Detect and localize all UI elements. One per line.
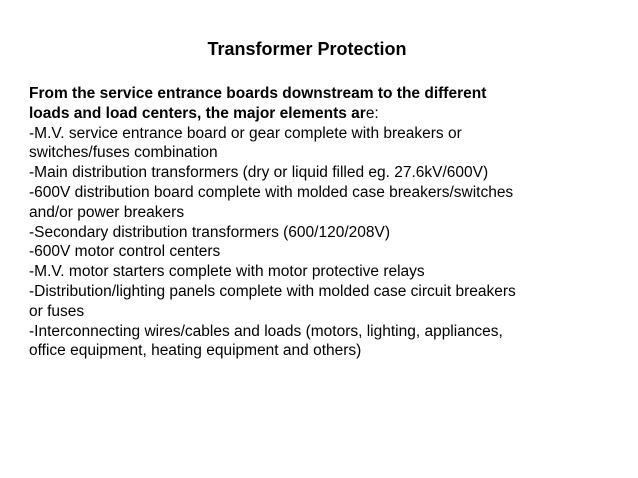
intro-line-2 (29, 104, 614, 124)
bullet-line: -M.V. motor starters complete with motor protective relays (29, 263, 425, 281)
bullet-line: -M.V. service entrance board or gear complete with breakers or (29, 124, 462, 142)
bullet-item-lighting-panels (29, 282, 614, 322)
bullet-item-main-transformers (29, 163, 614, 183)
bullet-line: and/or power breakers (29, 203, 185, 221)
bullet-line: -600V distribution board complete with molded case breakers/switches (29, 183, 514, 201)
slide-title: Transformer Protection (207, 39, 407, 59)
bullet-line: -Interconnecting wires/cables and loads (motors, lighting, appliances, (29, 322, 503, 340)
bullet-item-motor-starters (29, 262, 614, 282)
bullet-item-secondary-transformers (29, 223, 614, 243)
bullet-item-600v-board (29, 183, 614, 223)
intro-line-2-rest: e: (365, 104, 379, 122)
bullet-line: or fuses (29, 302, 85, 320)
intro-line-1: From the service entrance boards downstream to the different (29, 85, 487, 102)
slide-body (29, 84, 614, 361)
intro-line-2-bold: loads and load centers, the major elements ar (29, 104, 366, 122)
bullet-line: office equipment, heating equipment and others) (29, 342, 362, 360)
bullet-item-motor-control-centers (29, 242, 614, 262)
bullet-line: -600V motor control centers (29, 243, 221, 261)
bullet-item-interconnecting-wires (29, 322, 614, 362)
bullet-item-service-entrance (29, 124, 614, 164)
bullet-line: -Main distribution transformers (dry or liquid filled eg. 27.6kV/600V) (29, 164, 489, 182)
bullet-line: -Distribution/lighting panels complete with molded case circuit breakers (29, 282, 516, 300)
bullet-line: -Secondary distribution transformers (600/120/208V) (29, 223, 390, 241)
bullet-line: switches/fuses combination (29, 144, 218, 162)
